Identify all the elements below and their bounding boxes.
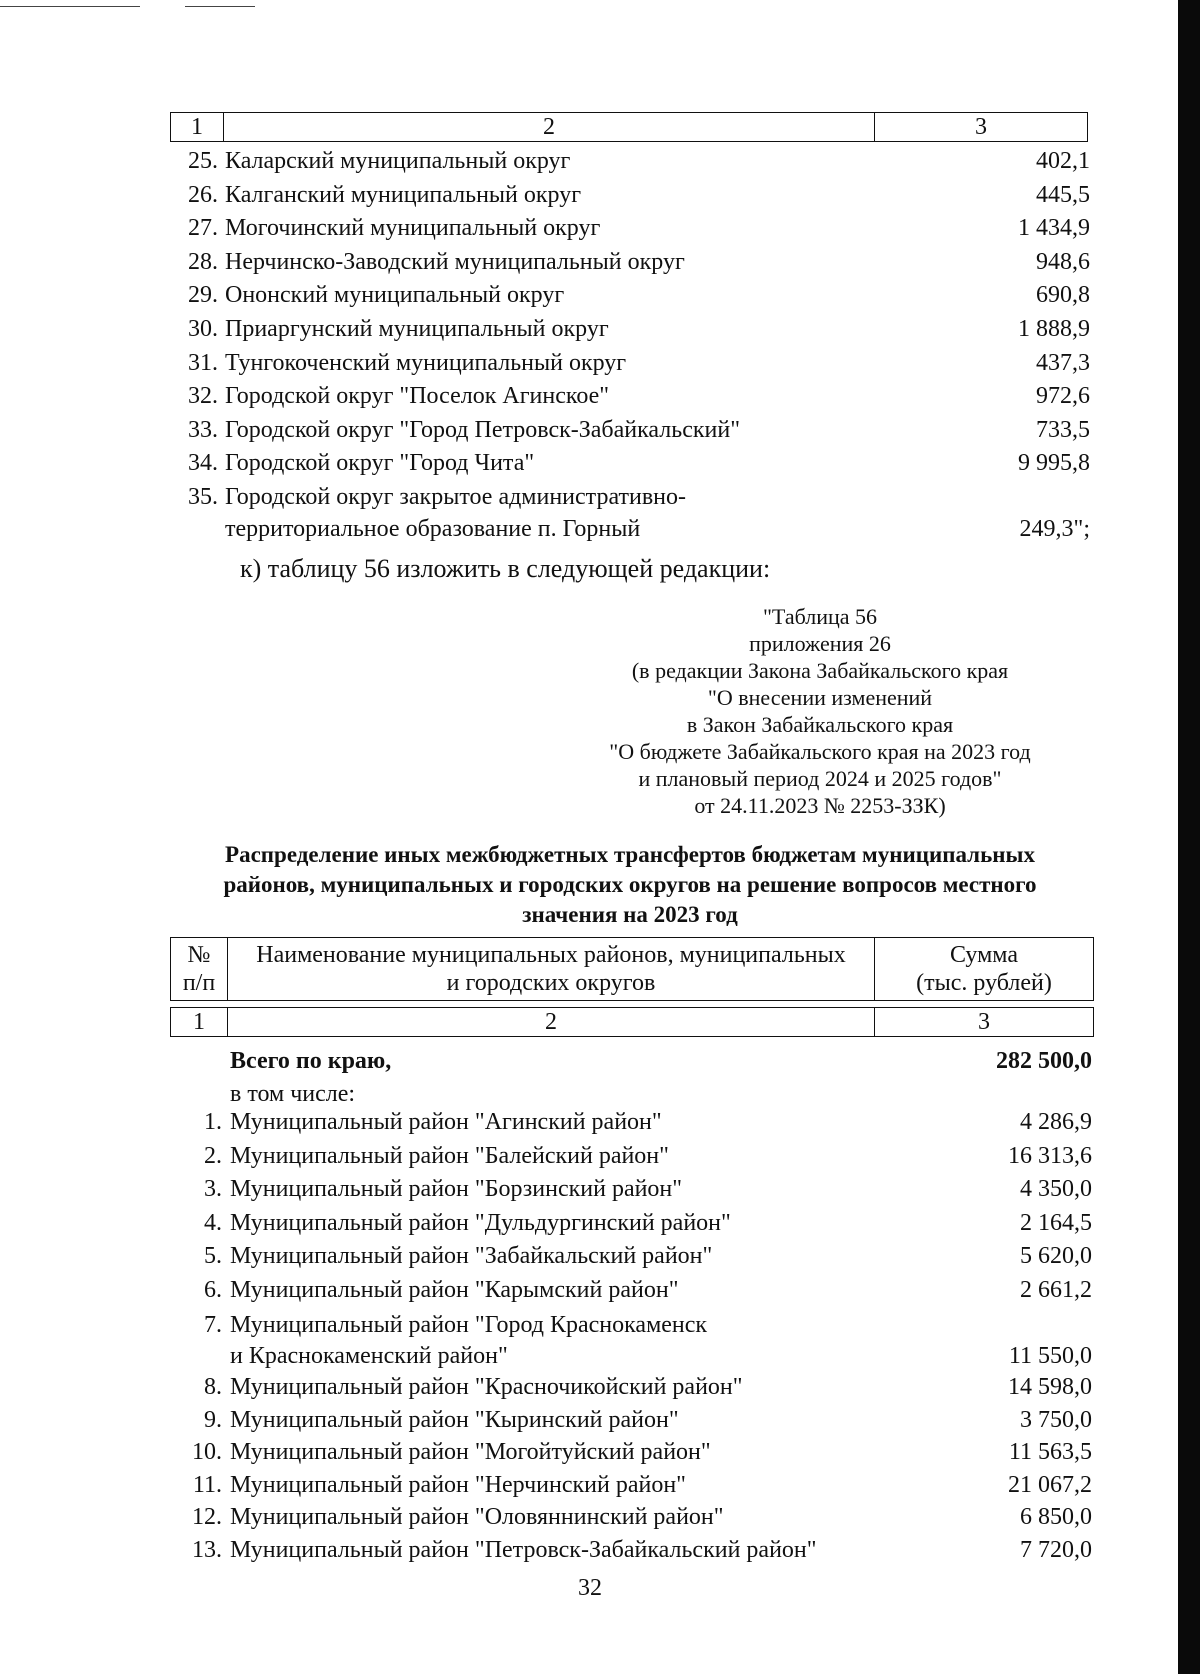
row-value: 249,3";: [1019, 516, 1090, 542]
row-value: 21 067,2: [1008, 1471, 1092, 1498]
row-number: 32.: [188, 383, 218, 410]
total-label: Всего по краю,: [230, 1048, 392, 1074]
row-number: 33.: [188, 416, 218, 443]
row-name: Муниципальный район "Петровск-Забайкальский район": [230, 1537, 817, 1563]
row-value: 2 164,5: [1020, 1209, 1092, 1236]
row-value: 5 620,0: [1020, 1243, 1092, 1270]
row-name: Муниципальный район "Нерчинский район": [230, 1471, 686, 1498]
scan-edge-bar: [1178, 0, 1200, 1674]
row-number: 9.: [204, 1406, 222, 1433]
row-number: 27.: [188, 215, 218, 242]
row-number: 31.: [188, 349, 218, 376]
header-text: (тыс. рублей): [916, 970, 1052, 996]
row-value: 733,5: [1036, 416, 1090, 443]
row-name: территориальное образование п. Горный: [225, 516, 641, 542]
row-name: Муниципальный район "Забайкальский район": [230, 1243, 713, 1270]
row-name: Муниципальный район "Могойтуйский район": [230, 1439, 711, 1466]
caption-line: от 24.11.2023 № 2253-ЗЗК): [694, 793, 946, 818]
header-text: Сумма: [950, 942, 1018, 968]
caption-line: "О внесении изменений: [707, 685, 933, 710]
total-value: 282 500,0: [996, 1048, 1092, 1074]
row-name: Калганский муниципальный округ: [225, 181, 582, 208]
row-name: Муниципальный район "Город Краснокаменск: [230, 1312, 708, 1338]
row-number: 4.: [204, 1209, 222, 1236]
row-value: 690,8: [1036, 282, 1090, 309]
row-value: 9 995,8: [1018, 450, 1090, 477]
index-col2: 2: [228, 1008, 875, 1036]
row-value: 7 720,0: [1020, 1537, 1092, 1563]
row-name: Приаргунский муниципальный округ: [225, 316, 609, 342]
caption-line: и плановый период 2024 и 2025 годов": [638, 766, 1002, 791]
scan-line: [185, 6, 255, 7]
top-header-col3: 3: [975, 113, 987, 140]
row-name: Муниципальный район "Кыринский район": [230, 1406, 679, 1433]
row-number: 28.: [188, 248, 218, 275]
index-col1: 1: [171, 1008, 228, 1036]
row-name: Муниципальный район "Агинский район": [230, 1109, 662, 1135]
caption-line: "О бюджете Забайкальского края на 2023 год: [609, 739, 1031, 764]
row-name: Муниципальный район "Борзинский район": [230, 1176, 683, 1203]
row-value: 4 350,0: [1020, 1176, 1092, 1203]
row-value: 437,3: [1036, 349, 1090, 376]
title-line: Распределение иных межбюджетных трансфертов бюджетам муниципальных: [225, 842, 1035, 867]
caption-line: "Таблица 56: [762, 604, 878, 629]
document-title: [170, 840, 1090, 930]
table-caption: [560, 603, 1080, 819]
row-name: Городской округ закрытое административно-: [225, 484, 686, 510]
row-name: Муниципальный район "Карымский район": [230, 1277, 679, 1303]
header-sum-col: [875, 938, 1093, 1000]
row-number: 10.: [192, 1439, 222, 1466]
title-line: значения на 2023 год: [522, 902, 738, 927]
row-name: Муниципальный район "Красночикойский район": [230, 1374, 743, 1400]
row-value: 6 850,0: [1020, 1504, 1092, 1531]
row-number: 5.: [204, 1243, 222, 1270]
row-name: Муниципальный район "Балейский район": [230, 1142, 669, 1169]
row-number: 8.: [204, 1374, 222, 1400]
header-text: п/п: [182, 970, 216, 996]
row-number: 26.: [188, 181, 218, 208]
row-name: Городской округ "Поселок Агинское": [225, 383, 610, 410]
row-number: 3.: [204, 1176, 222, 1203]
row-name: Муниципальный район "Оловяннинский район": [230, 1504, 724, 1531]
index-col3: 3: [978, 1008, 990, 1035]
row-number: 29.: [188, 282, 218, 309]
top-table-header: [170, 112, 1088, 142]
row-value: 3 750,0: [1020, 1406, 1092, 1433]
row-name: и Краснокаменский район": [230, 1343, 508, 1369]
row-number: 12.: [192, 1504, 222, 1531]
instruction-text: к) таблицу 56 изложить в следующей редакции:: [240, 554, 771, 583]
row-value: 16 313,6: [1008, 1142, 1092, 1169]
row-number: 1.: [204, 1109, 222, 1135]
row-value: 972,6: [1036, 383, 1090, 410]
row-value: 11 550,0: [1008, 1343, 1092, 1369]
row-number: 30.: [188, 316, 218, 342]
row-name: Тунгокоченский муниципальный округ: [225, 349, 627, 376]
row-name: Ононский муниципальный округ: [225, 282, 565, 309]
row-number: 2.: [204, 1142, 222, 1169]
row-name: Городской округ "Город Чита": [225, 450, 535, 477]
scan-line: [0, 6, 140, 7]
row-name: Каларский муниципальный округ: [225, 148, 571, 174]
caption-line: (в редакции Закона Забайкальского края: [631, 658, 1009, 683]
main-table-header: [170, 937, 1094, 1001]
row-value: 2 661,2: [1020, 1277, 1092, 1303]
header-number-col: [171, 938, 228, 1000]
row-value: 402,1: [1036, 148, 1090, 174]
row-name: Городской округ "Город Петровск-Забайкальский": [225, 416, 741, 443]
row-number: 35.: [188, 484, 218, 510]
row-number: 7.: [204, 1312, 222, 1338]
row-name: Могочинский муниципальный округ: [225, 215, 601, 242]
row-value: 14 598,0: [1008, 1374, 1092, 1400]
header-text: №: [187, 942, 211, 968]
row-number: 13.: [192, 1537, 222, 1563]
header-text: Наименование муниципальных районов, муниципальных: [256, 942, 846, 968]
row-value: 1 434,9: [1018, 215, 1090, 242]
including-label: в том числе:: [230, 1081, 356, 1107]
row-number: 34.: [188, 450, 218, 477]
page-number: 32: [578, 1575, 602, 1601]
caption-line: приложения 26: [749, 631, 891, 656]
row-value: 11 563,5: [1008, 1439, 1092, 1466]
top-header-col2: 2: [224, 113, 875, 141]
row-value: 1 888,9: [1018, 316, 1090, 342]
row-number: 11.: [192, 1471, 222, 1498]
row-name: Муниципальный район "Дульдургинский район": [230, 1209, 731, 1236]
header-name-col: [228, 938, 875, 1000]
row-number: 25.: [188, 148, 218, 174]
top-header-col1: 1: [171, 113, 224, 141]
row-value: 445,5: [1036, 181, 1090, 208]
row-value: 948,6: [1036, 248, 1090, 275]
caption-line: в Закон Забайкальского края: [686, 712, 954, 737]
row-name: Нерчинско-Заводский муниципальный округ: [225, 248, 685, 275]
row-value: 4 286,9: [1020, 1109, 1092, 1135]
title-line: районов, муниципальных и городских округов на решение вопросов местного: [223, 872, 1037, 897]
row-number: 6.: [204, 1277, 222, 1303]
header-text: и городских округов: [446, 970, 656, 996]
main-table-index-row: [170, 1007, 1094, 1037]
